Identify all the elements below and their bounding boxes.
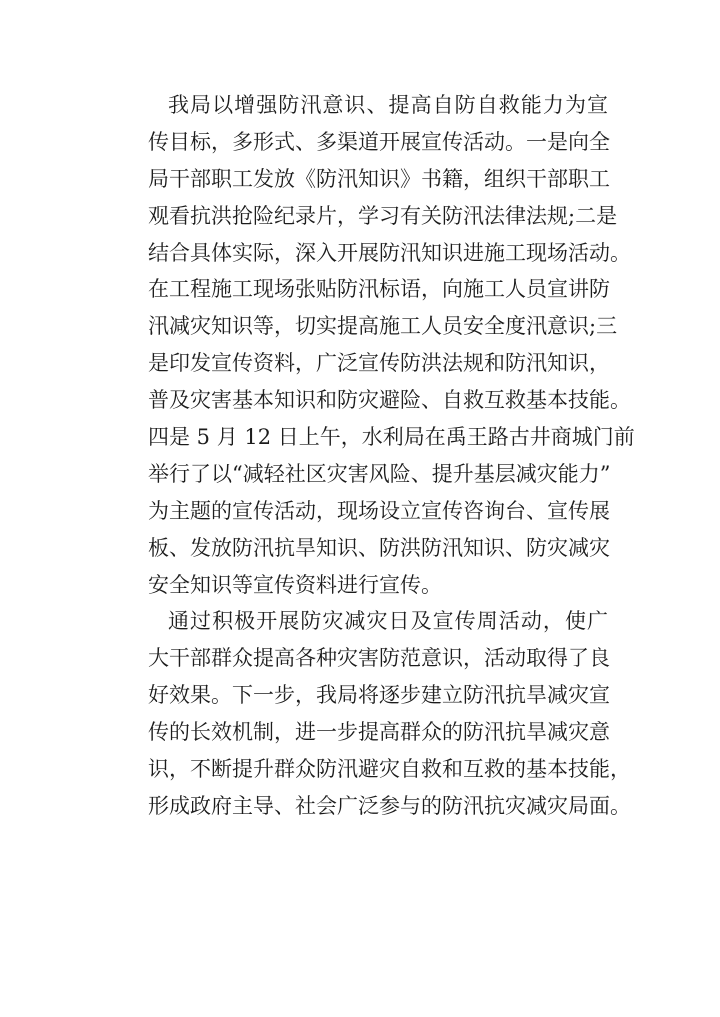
text-line: 识，不断提升群众防汛避灾自救和互救的基本技能， xyxy=(148,757,631,782)
text-line: 普及灾害基本知识和防灾避险、自救互救基本技能。 xyxy=(148,388,631,413)
text-line: 汛减灾知识等，切实提高施工人员安全度汛意识;三 xyxy=(148,314,618,339)
text-line: 为主题的宣传活动，现场设立宣传咨询台、宣传展 xyxy=(148,498,610,523)
text-line: 我局以增强防汛意识、提高自防自救能力为宣 xyxy=(168,93,608,117)
text-line: 在工程施工现场张贴防汛标语，向施工人员宣讲防 xyxy=(148,277,610,302)
text-line: 大干部群众提高各种灾害防范意识，活动取得了良 xyxy=(148,646,610,671)
paragraph-1 xyxy=(148,87,635,603)
text-line: 安全知识等宣传资料进行宣传。 xyxy=(148,572,442,597)
document-body xyxy=(148,87,635,825)
text-line: 是印发宣传资料，广泛宣传防洪法规和防汛知识， xyxy=(148,351,610,376)
text-line: 观看抗洪抢险纪录片，学习有关防汛法律法规;二是 xyxy=(148,203,618,228)
text-line: 四是 5 月 12 日上午，水利局在禹王路古井商城门前 xyxy=(148,425,635,450)
text-line: 传目标，多形式、多渠道开展宣传活动。一是向全 xyxy=(148,129,610,154)
paragraph-2 xyxy=(148,603,631,824)
text-line: 结合具体实际，深入开展防汛知识进施工现场活动。 xyxy=(148,240,631,265)
text-line: 传的长效机制，进一步提高群众的防汛抗旱减灾意 xyxy=(148,720,610,745)
text-line: 举行了以“减轻社区灾害风险、提升基层减灾能力” xyxy=(148,461,611,486)
text-line: 形成政府主导、社会广泛参与的防汛抗灾减灾局面。 xyxy=(148,793,631,818)
text-line: 通过积极开展防灾减灾日及宣传周活动，使广 xyxy=(168,609,608,634)
text-line: 局干部职工发放《防汛知识》书籍，组织干部职工 xyxy=(148,166,610,191)
text-line: 板、发放防汛抗旱知识、防洪防汛知识、防灾减灾 xyxy=(148,535,610,560)
text-line: 好效果。下一步，我局将逐步建立防汛抗旱减灾宣 xyxy=(148,683,610,708)
